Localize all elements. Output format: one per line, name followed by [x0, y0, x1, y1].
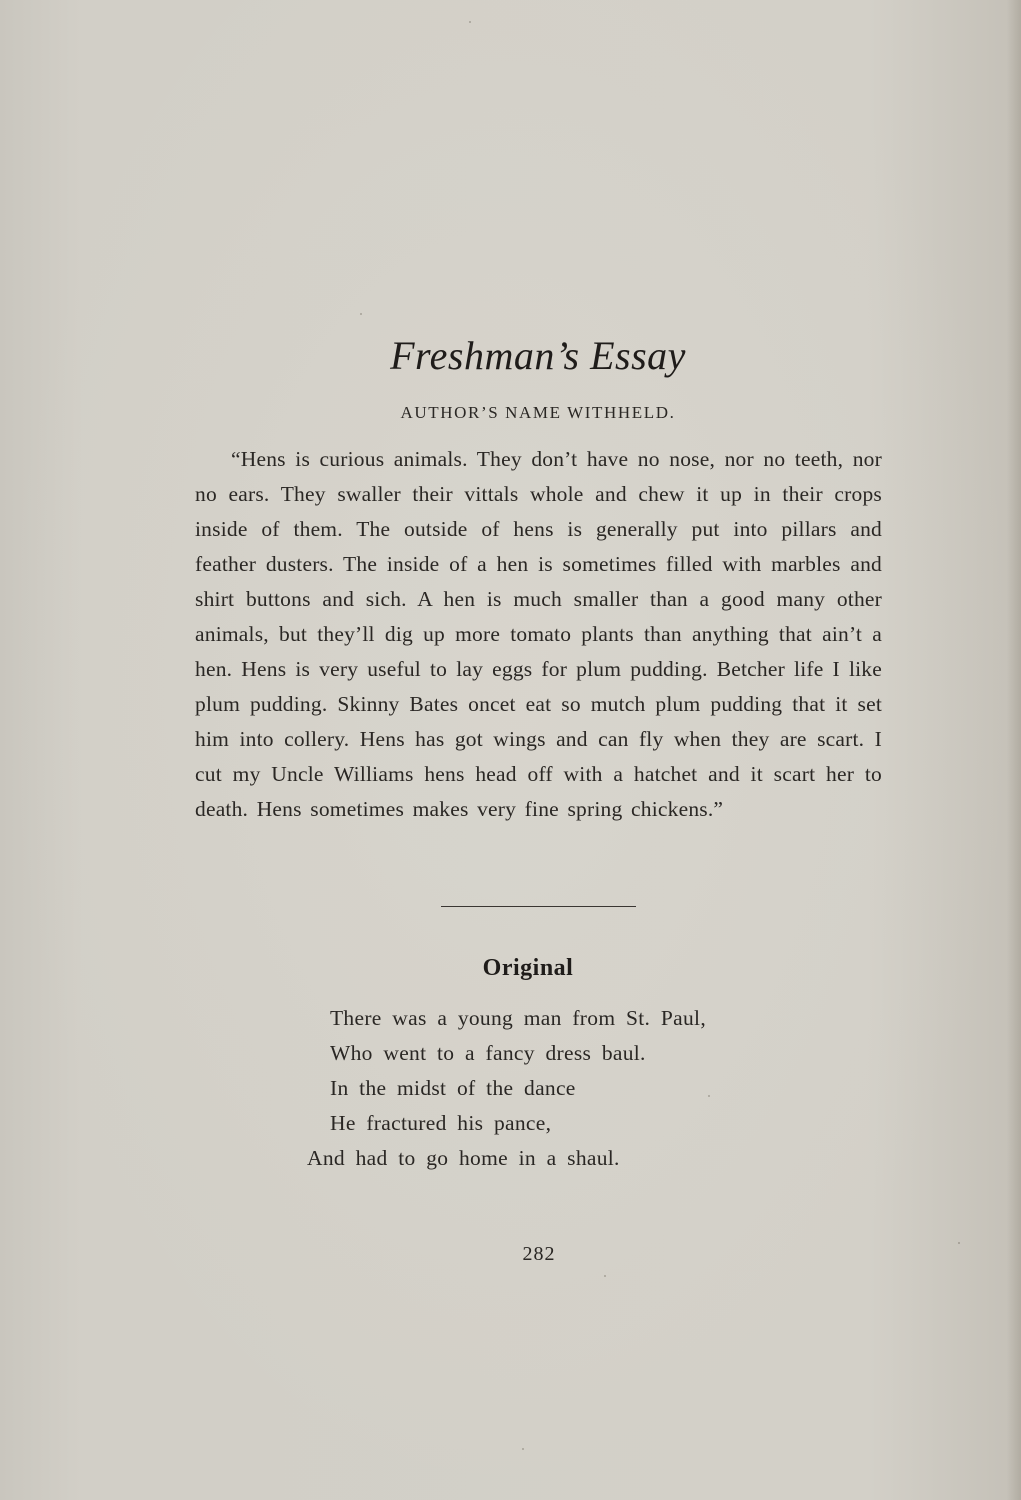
essay-byline: AUTHOR’S NAME WITHHELD.: [400, 403, 676, 422]
page-number: 282: [522, 1243, 556, 1265]
section-divider: [441, 906, 636, 907]
poem-line: Who went to a fancy dress baul.: [330, 1041, 646, 1065]
essay-title: Freshman’s Essay: [390, 333, 686, 378]
poem-line: There was a young man from St. Paul,: [330, 1006, 706, 1030]
essay-body: “Hens is curious animals. They don’t have no nose, nor no teeth, nor no ears. They swaller their vittals whole and chew it up in their crops inside of them. The outside of hens is generally put into pillars and feather dusters. The inside of a hen is sometimes filled with marbles and shirt buttons and sich. A hen is much smaller than a good many other animals, but they’ll dig up more tomato plants than anything that ain’t a hen. Hens is very useful to lay eggs for plum pudding. Betcher life I like plum pudding. Skinny Bates oncet eat so mutch plum pudding that it set him into collery. Hens has got wings and can fly when they are scart. I cut my Uncle Williams hens head off with a hatchet and it scart her to death. Hens sometimes makes very fine spring chickens.”: [195, 447, 882, 821]
paper-speck: [604, 1275, 606, 1277]
poem-line: In the midst of the dance: [330, 1076, 576, 1100]
paper-speck: [360, 313, 362, 315]
poem-title: Original: [482, 955, 574, 981]
poem: [0, 1001, 1021, 1176]
poem-line: And had to go home in a shaul.: [307, 1146, 620, 1170]
page-edge-shadow: [1007, 0, 1021, 1500]
poem-line: He fractured his pance,: [330, 1111, 552, 1135]
paper-speck: [469, 21, 471, 23]
paper-speck: [522, 1448, 524, 1450]
